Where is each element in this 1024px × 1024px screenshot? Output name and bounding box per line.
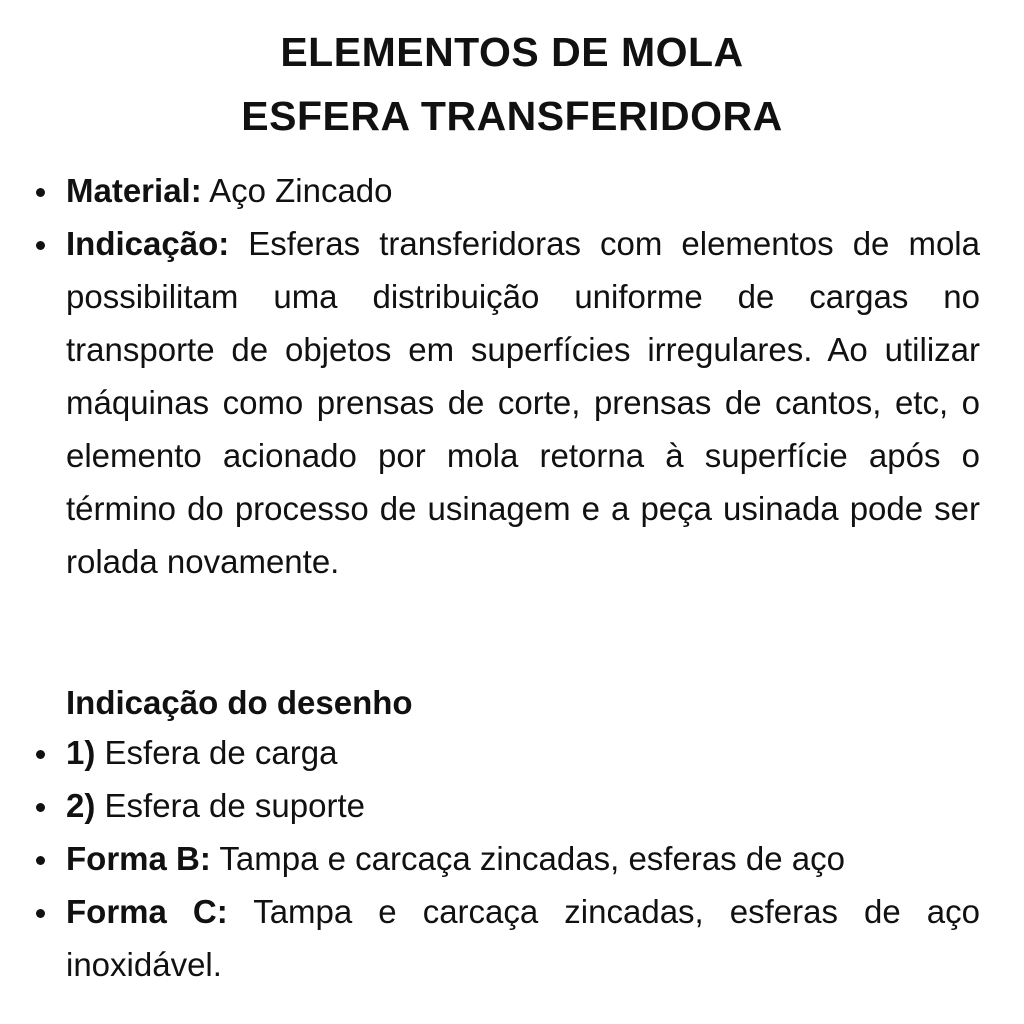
drawing-item	[36, 779, 980, 832]
drawing-item-label: 1)	[66, 734, 96, 771]
drawing-item-text: Esfera de suporte	[95, 787, 365, 824]
spec-value: Esferas transferidoras com elementos de mola possibilitam uma distribuição uniforme de cargas no transporte de objetos em superfícies irregulares. Ao utilizar máquinas como prensas de corte, prensas de cantos, etc, o elemento acionado por mola retorna à superfície após o término do processo de usinagem e a peça usinada pode ser rolada novamente.	[66, 225, 980, 580]
drawing-item-text: Tampa e carcaça zincadas, esferas de aço	[210, 840, 845, 877]
spec-item-material	[36, 164, 980, 217]
spec-label: Indicação:	[66, 225, 230, 262]
drawing-heading: Indicação do desenho	[66, 684, 413, 721]
bullet-dot-icon	[36, 241, 45, 250]
drawing-item	[36, 726, 980, 779]
specs-list	[36, 164, 980, 588]
page-title-line-2: ESFERA TRANSFERIDORA	[241, 93, 783, 139]
page-title-line-1: ELEMENTOS DE MOLA	[280, 29, 744, 75]
bullet-dot-icon	[36, 188, 45, 197]
drawing-item-label: 2)	[66, 787, 96, 824]
drawing-item-text: Tampa e carcaça zincadas, esferas de aço inoxidável.	[66, 893, 981, 983]
spec-item-indicacao	[36, 217, 980, 588]
spec-value: Aço Zincado	[201, 172, 393, 209]
drawing-item-text: Esfera de carga	[95, 734, 338, 771]
drawing-item	[36, 885, 980, 991]
bullet-dot-icon	[36, 803, 45, 812]
spec-label: Material:	[66, 172, 202, 209]
bullet-dot-icon	[36, 856, 45, 865]
bullet-dot-icon	[36, 750, 45, 759]
drawing-item-label: Forma C:	[66, 893, 228, 930]
drawing-item	[36, 832, 980, 885]
drawing-list	[36, 726, 980, 991]
bullet-dot-icon	[36, 909, 45, 918]
drawing-item-label: Forma B:	[66, 840, 211, 877]
